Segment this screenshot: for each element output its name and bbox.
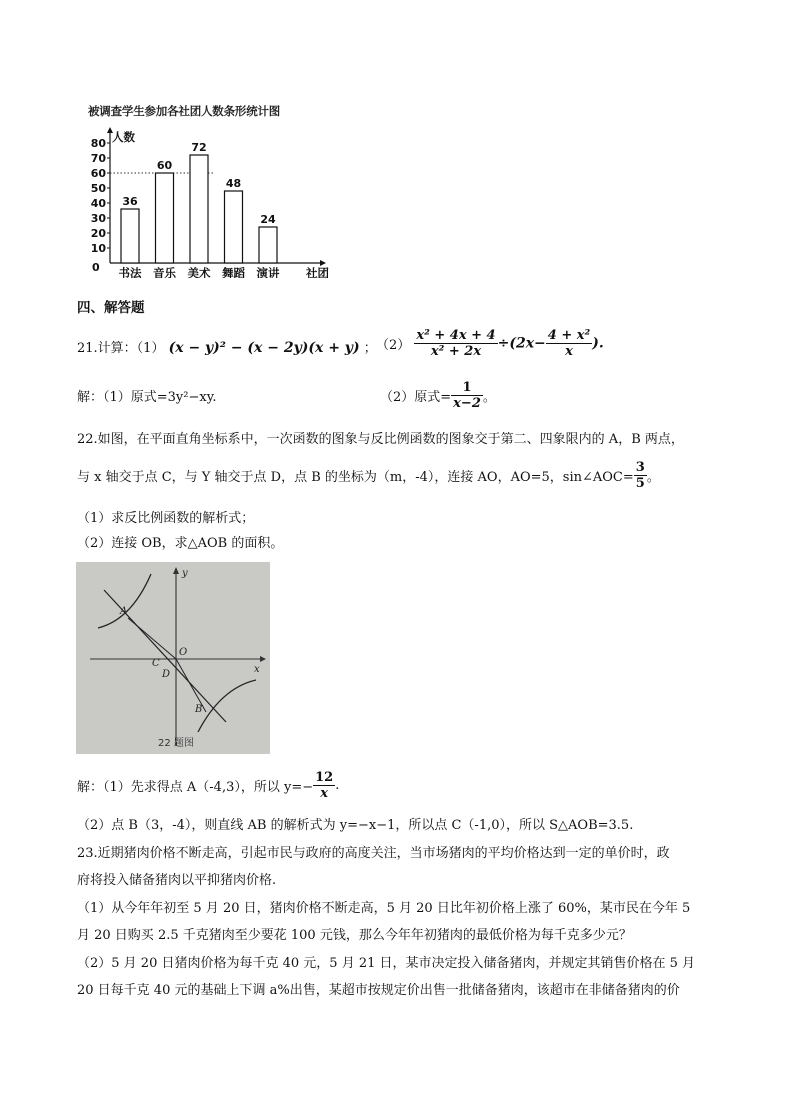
figure-caption: 22 题图 (158, 738, 194, 749)
y-tick-label: 80 (90, 137, 106, 150)
label-y: y (182, 568, 188, 579)
bar-value-label: 36 (122, 195, 138, 208)
q22-answer1 (77, 770, 339, 801)
q22-figure (76, 562, 270, 754)
q22-sin-frac (634, 460, 647, 491)
q21-answer2 (380, 380, 496, 411)
bar-value-label: 60 (156, 159, 173, 172)
q21-prefix: 21.计算：（1） (77, 341, 165, 356)
y-tick-label: 50 (90, 182, 106, 195)
x-tick-label: 舞蹈 (222, 266, 245, 278)
q22-answer1-end: . (335, 778, 340, 793)
q23-line2: 府将投入储备猪肉以平抑猪肉价格. (77, 873, 277, 888)
q21-frac1-num: x² + 4x + 4 (416, 328, 496, 343)
x-axis-label: 社团 (306, 266, 329, 278)
y-tick-label: 40 (90, 197, 106, 210)
q22-sub2: （2）连接 OB，求△AOB 的面积。 (77, 536, 284, 551)
bar-书法 (121, 209, 139, 263)
label-d: D (162, 669, 171, 680)
bar-舞蹈 (225, 191, 243, 263)
y-tick-label: 70 (90, 152, 106, 165)
q21-answer2-prefix: （2）原式= (380, 390, 452, 405)
q22-answer1-frac (313, 770, 335, 801)
hyperbola-branch-4 (198, 680, 256, 732)
q21-frac2-num: 4 + x² (547, 328, 591, 343)
q21-frac1 (414, 328, 497, 359)
label-a: A (120, 606, 128, 617)
bar-美术 (190, 155, 208, 263)
q23-line6: 20 日每千克 40 元的基础上下调 a%出售，某超市按规定价出售一批储备猪肉，该超市在非储备猪肉的价 (77, 983, 680, 998)
x-axis-arrow (260, 656, 266, 662)
bar-value-label: 48 (225, 177, 242, 190)
q21-part2 (376, 328, 604, 359)
q22-line1: 22.如图，在平面直角坐标系中，一次函数的图象与反比例函数的图象交于第二、四象限内的 A，B 两点， (77, 432, 684, 447)
q22-answer1-den: x (313, 785, 335, 801)
chart-title: 被调查学生参加各社团人数条形统计图 (88, 104, 281, 118)
q22-answer2: （2）点 B（3，-4），则直线 AB 的解析式为 y=−x−1，所以点 C（-1,0），所以 S△AOB=3.5. (77, 818, 634, 833)
q21-answer2-frac (451, 380, 483, 411)
q21-answer2-end: 。 (482, 390, 496, 405)
q21-answer2-den: x−2 (453, 396, 481, 411)
hyperbola-branch-2 (98, 574, 151, 628)
bar-value-label: 72 (191, 141, 207, 154)
y-tick-label: 30 (90, 212, 106, 225)
q21-frac2-den: x (546, 343, 592, 359)
x-tick-label: 音乐 (153, 266, 176, 278)
q22-line2-text: 与 x 轴交于点 C，与 Y 轴交于点 D，点 B 的坐标为（m，-4），连接 AO，AO=5，sin∠AOC= (77, 470, 634, 485)
q21-frac2 (546, 328, 592, 359)
q22-sin-den: 5 (635, 476, 645, 491)
x-tick-label: 美术 (187, 266, 211, 278)
y-axis-arrow (173, 567, 179, 574)
q23-line4: 月 20 日购买 2.5 千克猪肉至少要花 100 元钱，那么今年年初猪肉的最低价格为每千克多少元？ (77, 928, 632, 943)
section-title: 四、解答题 (77, 300, 145, 316)
bar-value-label: 24 (260, 213, 276, 226)
label-o: O (179, 647, 188, 658)
q22-sin-num: 3 (635, 460, 645, 475)
label-b: B (195, 704, 203, 715)
q21-answer1: 解：（1）原式=3y²−xy. (77, 390, 217, 405)
q23-line1: 23.近期猪肉价格不断走高，引起市民与政府的高度关注，当市场猪肉的平均价格达到一定的单价时，政 (77, 846, 670, 861)
y-axis-label: 人数 (112, 130, 135, 144)
segment-ao (128, 618, 176, 659)
q23-line3: （1）从今年年初至 5 月 20 日，猪肉价格不断走高，5 月 20 日比年初价格上涨了 60%，某市民在今年 5 (77, 901, 691, 916)
q21-expr1: (x − y)² − (x − 2y)(x + y) (168, 340, 360, 356)
q21-divide: ÷(2x− (497, 335, 546, 352)
y-tick-label: 20 (90, 227, 106, 240)
q22-answer1-num: 12 (315, 770, 334, 785)
q22-answer1-prefix: 解：（1）先求得点 A（-4,3），所以 y=− (77, 780, 314, 795)
label-c: C (152, 658, 160, 669)
label-x: x (254, 664, 260, 675)
bar-chart (70, 118, 330, 278)
q22-line2-end: 。 (646, 470, 660, 485)
q22-line2 (77, 460, 660, 491)
q21-end: ). (592, 335, 604, 352)
bar-演讲 (259, 227, 277, 263)
x-tick-label: 书法 (118, 266, 142, 278)
q21-part2-label: （2） (376, 338, 411, 353)
x-tick-label: 演讲 (256, 266, 280, 278)
q23-line5: （2）5 月 20 日猪肉价格为每千克 40 元，5 月 21 日，某市决定投入储备猪肉，并规定其销售价格在 5 月 (77, 956, 696, 971)
q21-line (77, 340, 377, 357)
y-tick-label: 60 (90, 167, 106, 180)
q22-sub1: （1）求反比例函数的解析式； (77, 511, 255, 526)
q21-sep: ； (363, 341, 377, 356)
y-tick-label: 10 (90, 242, 106, 255)
q21-frac1-den: x² + 2x (414, 343, 497, 359)
q22-figure-graph (76, 562, 270, 754)
y-tick-label: 0 (92, 261, 100, 274)
bar-音乐 (156, 173, 174, 263)
q21-answer2-num: 1 (462, 380, 472, 395)
